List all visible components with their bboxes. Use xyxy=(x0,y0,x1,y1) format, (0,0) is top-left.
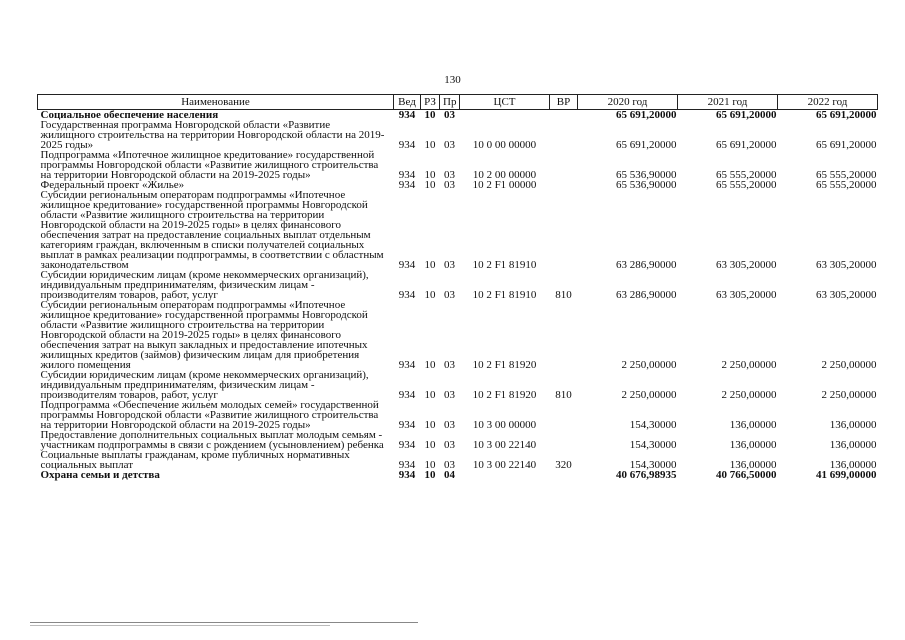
cell-cst: 10 2 F1 81910 xyxy=(472,289,537,301)
cell-ved: 934 xyxy=(398,179,416,191)
cell-name: Охрана семьи и детства xyxy=(40,469,160,481)
cell-name: Подпрограмма «Обеспечение жильем молодых семей» государственной программы Новгородской области «Развитие жилищного строительства на территории Новгородской области на 2019-2025 годы» xyxy=(40,399,379,431)
cell-y2022: 2 250,00000 xyxy=(821,389,877,401)
budget-table xyxy=(37,94,878,480)
cell-rz: 10 xyxy=(424,109,436,121)
cell-y2021: 63 305,20000 xyxy=(716,289,777,301)
cell-ved: 934 xyxy=(398,359,416,371)
cell-y2022: 136,00000 xyxy=(829,439,877,451)
cell-y2020: 154,30000 xyxy=(629,459,677,471)
cell-rz: 10 xyxy=(424,359,436,371)
cell-name: Государственная программа Новгородской области «Развитие жилищного строительства на территории Новгородской области на 2019-2025 годы» xyxy=(40,119,385,151)
footer-rule xyxy=(30,622,418,623)
cell-y2020: 154,30000 xyxy=(629,439,677,451)
cell-rz: 10 xyxy=(424,169,436,181)
cell-pr: 03 xyxy=(444,169,455,181)
cell-rz: 10 xyxy=(424,179,436,191)
cell-cst: 10 2 F1 00000 xyxy=(472,179,537,191)
cell-pr: 03 xyxy=(444,109,455,121)
cell-ved: 934 xyxy=(398,169,416,181)
cell-cst: 10 0 00 00000 xyxy=(472,139,537,151)
cell-pr: 03 xyxy=(444,389,455,401)
page-number: 130 xyxy=(444,74,461,86)
cell-pr: 03 xyxy=(444,289,455,301)
header-cst: ЦСТ xyxy=(460,95,550,110)
cell-vr xyxy=(550,150,578,180)
cell-pr: 03 xyxy=(444,439,455,451)
cell-pr: 03 xyxy=(444,459,455,471)
cell-y2020: 63 286,90000 xyxy=(616,289,677,301)
cell-y2021: 65 691,20000 xyxy=(716,109,777,121)
cell-cst: 10 2 F1 81920 xyxy=(472,359,537,371)
cell-ved: 934 xyxy=(398,259,416,271)
header-2022: 2022 год xyxy=(778,95,878,110)
cell-y2021: 136,00000 xyxy=(729,459,777,471)
cell-vr xyxy=(550,190,578,270)
header-pr: Пр xyxy=(440,95,460,110)
cell-rz: 10 xyxy=(424,389,436,401)
header-ved: Вед xyxy=(394,95,421,110)
cell-vr: 810 xyxy=(555,389,572,401)
cell-ved: 934 xyxy=(398,289,416,301)
cell-ved: 934 xyxy=(398,459,416,471)
cell-y2021: 65 555,20000 xyxy=(716,169,777,181)
cell-y2021: 2 250,00000 xyxy=(721,359,777,371)
cell-ved: 934 xyxy=(398,139,416,151)
table-body xyxy=(38,110,878,481)
header-rz: РЗ xyxy=(421,95,440,110)
cell-name: Предоставление дополнительных социальных выплат молодым семьям - участникам подпрограммы в связи с рождением (усыновлением) ребенка xyxy=(40,429,384,451)
cell-y2022: 2 250,00000 xyxy=(821,359,877,371)
cell-cst: 10 2 F1 81920 xyxy=(472,389,537,401)
table-row xyxy=(38,300,878,370)
cell-rz: 10 xyxy=(424,469,436,481)
cell-vr xyxy=(550,120,578,150)
cell-y2022: 63 305,20000 xyxy=(816,259,877,271)
cell-pr: 04 xyxy=(444,469,455,481)
table-row xyxy=(38,400,878,430)
cell-y2021: 136,00000 xyxy=(729,439,777,451)
cell-y2021: 65 555,20000 xyxy=(716,179,777,191)
cell-name: Социальное обеспечение населения xyxy=(40,109,219,121)
cell-rz: 10 xyxy=(424,419,436,431)
cell-y2022: 136,00000 xyxy=(829,419,877,431)
cell-name: Субсидии юридическим лицам (кроме некоммерческих организаций), индивидуальным предпринимателям, физическим лицам - производителям товаров, работ, услуг xyxy=(40,269,369,301)
cell-name: Субсидии юридическим лицам (кроме некоммерческих организаций), индивидуальным предпринимателям, физическим лицам - производителям товаров, работ, услуг xyxy=(40,369,369,401)
cell-cst: 10 3 00 22140 xyxy=(472,439,537,451)
cell-rz: 10 xyxy=(424,139,436,151)
table-row xyxy=(38,270,878,300)
cell-ved: 934 xyxy=(398,109,416,121)
cell-y2020: 65 536,90000 xyxy=(616,169,677,181)
cell-y2021: 2 250,00000 xyxy=(721,389,777,401)
cell-y2022: 41 699,00000 xyxy=(816,469,877,481)
cell-y2020: 65 536,90000 xyxy=(616,179,677,191)
cell-rz: 10 xyxy=(424,439,436,451)
cell-y2020: 65 691,20000 xyxy=(616,109,677,121)
cell-cst: 10 3 00 22140 xyxy=(472,459,537,471)
cell-ved: 934 xyxy=(398,439,416,451)
cell-name: Социальные выплаты гражданам, кроме публичных нормативных социальных выплат xyxy=(40,449,350,471)
cell-vr xyxy=(550,400,578,430)
header-2021: 2021 год xyxy=(678,95,778,110)
cell-name: Подпрограмма «Ипотечное жилищное кредитование» государственной программы Новгородской области «Развитие жилищного строительства на территории Новгородской области на 2019-2025 годы» xyxy=(40,149,379,181)
cell-name: Субсидии региональным операторам подпрограммы «Ипотечное жилищное кредитование» государственной программы Новгородской области «Развитие жилищного строительства на территории Новгородской области на 2019-2025 годы» в целях финансового обеспечения затрат на выкуп закладных и предоставление ипотечных жилищных кредитов (займов) физическим лицам для приобретения жилого помещения xyxy=(40,299,368,371)
cell-cst: 10 3 00 00000 xyxy=(472,419,537,431)
header-name: Наименование xyxy=(38,95,394,110)
cell-pr: 03 xyxy=(444,359,455,371)
header-row xyxy=(38,95,878,110)
cell-cst xyxy=(460,110,550,121)
cell-name: Федеральный проект «Жилье» xyxy=(40,179,185,191)
cell-ved: 934 xyxy=(398,469,416,481)
table-row xyxy=(38,120,878,150)
cell-vr xyxy=(550,430,578,450)
cell-y2020: 40 676,98935 xyxy=(616,469,677,481)
cell-pr: 03 xyxy=(444,139,455,151)
table-row xyxy=(38,470,878,480)
cell-y2020: 65 691,20000 xyxy=(616,139,677,151)
cell-y2020: 154,30000 xyxy=(629,419,677,431)
cell-rz: 10 xyxy=(424,459,436,471)
cell-rz: 10 xyxy=(424,259,436,271)
cell-cst: 10 2 00 00000 xyxy=(472,169,537,181)
footer-rule-secondary xyxy=(30,625,330,626)
cell-y2022: 65 691,20000 xyxy=(816,139,877,151)
cell-rz: 10 xyxy=(424,289,436,301)
cell-vr xyxy=(550,470,578,480)
cell-ved: 934 xyxy=(398,389,416,401)
cell-pr: 03 xyxy=(444,179,455,191)
cell-y2022: 65 555,20000 xyxy=(816,169,877,181)
cell-y2020: 2 250,00000 xyxy=(621,359,677,371)
cell-pr: 03 xyxy=(444,259,455,271)
cell-vr: 810 xyxy=(555,289,572,301)
table-row xyxy=(38,370,878,400)
cell-y2022: 63 305,20000 xyxy=(816,289,877,301)
cell-y2020: 63 286,90000 xyxy=(616,259,677,271)
cell-ved: 934 xyxy=(398,419,416,431)
cell-vr xyxy=(550,180,578,190)
cell-y2022: 65 555,20000 xyxy=(816,179,877,191)
cell-cst: 10 2 F1 81910 xyxy=(472,259,537,271)
cell-vr: 320 xyxy=(555,459,572,471)
cell-vr xyxy=(550,110,578,121)
cell-name: Субсидии региональным операторам подпрограммы «Ипотечное жилищное кредитование» государственной программы Новгородской области «Развитие жилищного строительства на территории Новгородской области на 2019-2025 годы» в целях финансового обеспечения затрат на предоставление социальных выплат отдельным категориям граждан, включенным в списки получателей социальных выплат в рамках реализации подпрограммы, в соответствии с областным законодательством xyxy=(40,189,384,271)
header-vr: ВР xyxy=(550,95,578,110)
table-row xyxy=(38,190,878,270)
cell-y2021: 136,00000 xyxy=(729,419,777,431)
table-row xyxy=(38,450,878,470)
cell-y2020: 2 250,00000 xyxy=(621,389,677,401)
cell-vr xyxy=(550,300,578,370)
table-row xyxy=(38,150,878,180)
header-2020: 2020 год xyxy=(578,95,678,110)
cell-y2021: 65 691,20000 xyxy=(716,139,777,151)
cell-y2021: 40 766,50000 xyxy=(716,469,777,481)
table-row xyxy=(38,430,878,450)
cell-y2021: 63 305,20000 xyxy=(716,259,777,271)
cell-y2022: 136,00000 xyxy=(829,459,877,471)
cell-cst xyxy=(460,470,550,480)
cell-pr: 03 xyxy=(444,419,455,431)
cell-y2022: 65 691,20000 xyxy=(816,109,877,121)
